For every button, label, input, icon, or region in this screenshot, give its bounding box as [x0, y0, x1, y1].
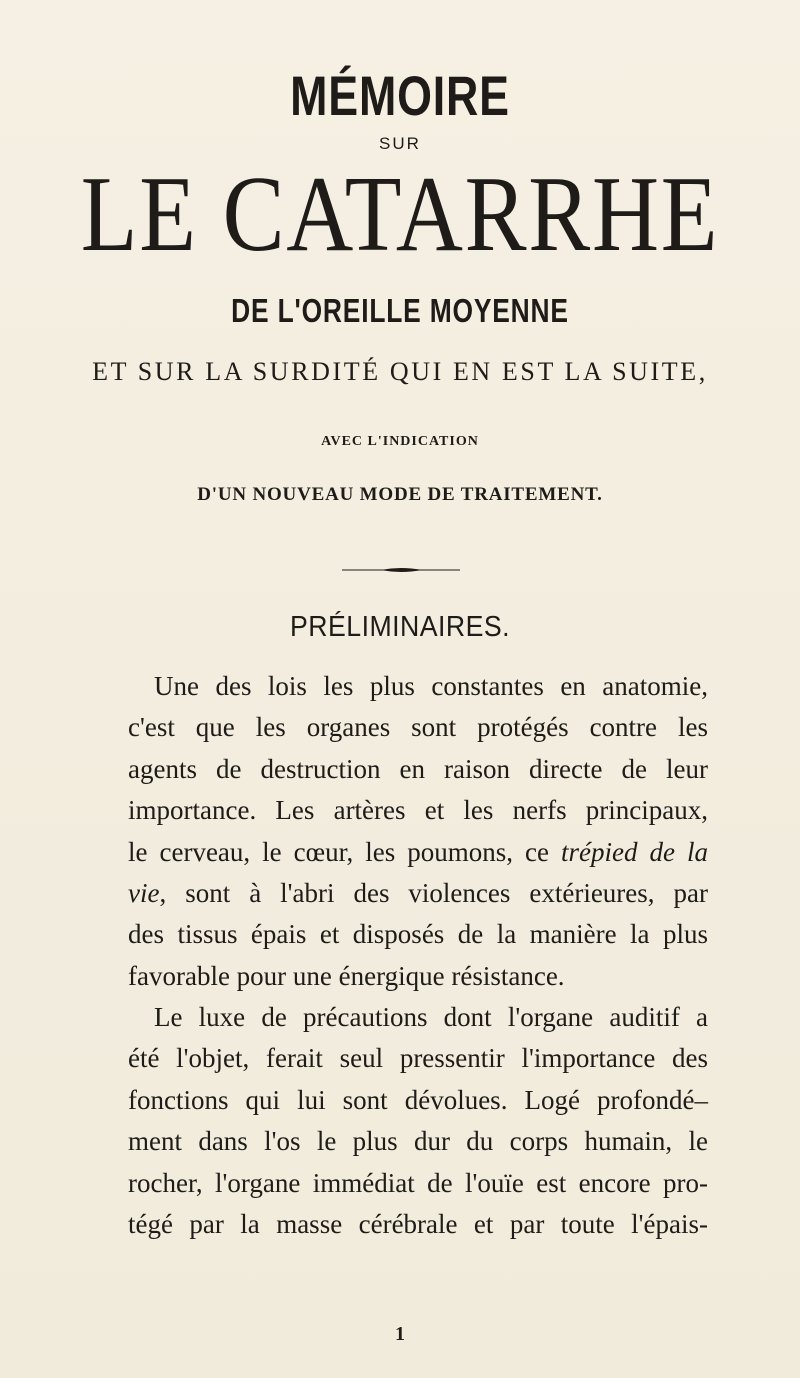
ornamental-divider	[342, 567, 460, 573]
text-line	[128, 832, 708, 873]
text-line	[128, 873, 708, 914]
title-memoire: MÉMOIRE	[290, 64, 510, 127]
text-line: fonctions qui lui sont dévolues. Logé profondé–	[128, 1084, 708, 1115]
text-line: Une des lois les plus constantes en anatomie,	[154, 671, 708, 701]
text-line: rocher, l'organe immédiat de l'ouïe est encore pro-	[128, 1167, 708, 1198]
title-subtitle: DE L'OREILLE MOYENNE	[231, 292, 569, 329]
title-nouveau-line: D'UN NOUVEAU MODE DE TRAITEMENT.	[197, 484, 603, 505]
paragraph-2	[128, 997, 708, 1245]
text-line: été l'objet, ferait seul pressentir l'importance des	[128, 1043, 708, 1074]
title-main: LE CATARRHE	[80, 155, 720, 274]
text-fragment: le cerveau, le cœur, les poumons, ce	[128, 836, 562, 867]
text-line: c'est que les organes sont protégés contre les	[128, 712, 708, 743]
title-sur: SUR	[379, 134, 421, 153]
paragraph-1	[128, 666, 708, 997]
text-line: tégé par la masse cérébrale et par toute l'épais-	[128, 1208, 708, 1239]
italic-phrase: trépied de la	[561, 836, 708, 867]
section-heading: PRÉLIMINAIRES.	[290, 611, 510, 643]
title-surdite-line: ET SUR LA SURDITÉ QUI EN EST LA SUITE,	[92, 357, 708, 386]
text-line: agents de destruction en raison directe de leur	[128, 753, 708, 784]
italic-word: vie	[128, 877, 160, 908]
text-line: des tissus épais et disposés de la manière la plus	[128, 919, 708, 950]
text-line: ment dans l'os le plus dur du corps humain, le	[128, 1126, 708, 1157]
text-line: importance. Les artères et les nerfs principaux,	[128, 795, 708, 826]
text-line: favorable pour une énergique résistance.	[128, 960, 565, 991]
title-avec-line: AVEC L'INDICATION	[321, 434, 479, 449]
text-fragment: , sont à l'abri des violences extérieures, par	[159, 877, 708, 908]
text-line: Le luxe de précautions dont l'organe auditif a	[154, 1002, 708, 1032]
page-number: 1	[395, 1323, 405, 1345]
